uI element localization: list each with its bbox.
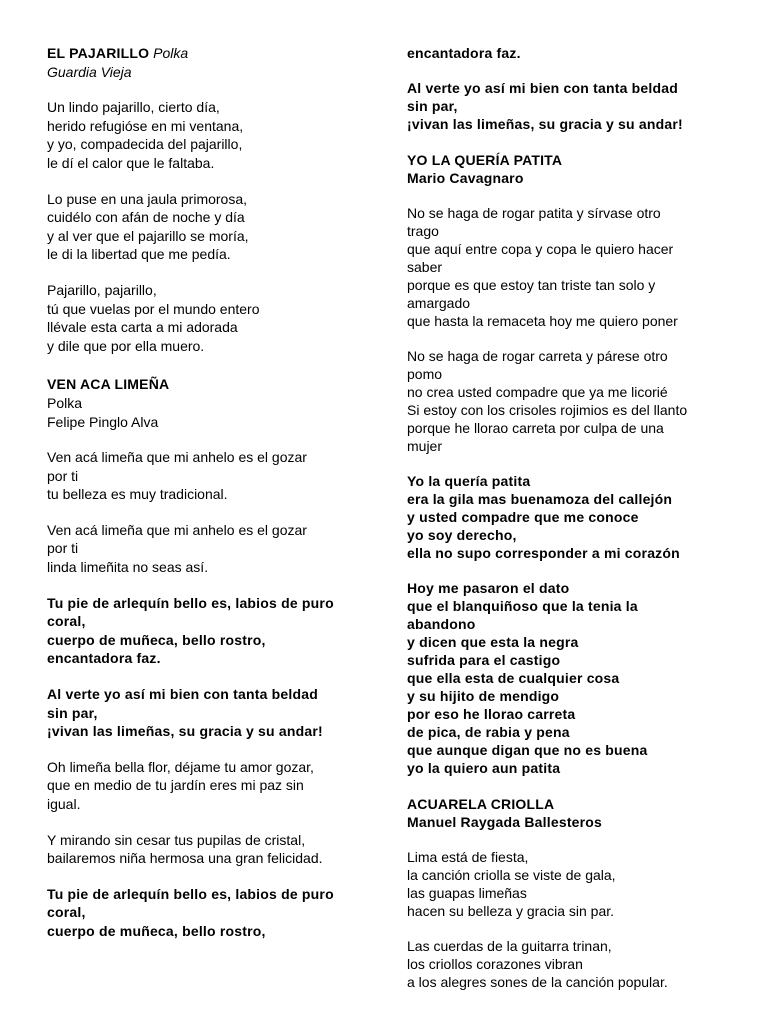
lyric-line: porque he llorao carreta por culpa de una [407, 420, 664, 436]
stanza [47, 521, 365, 577]
lyric-line: amargado [407, 295, 471, 311]
lyric-line: Al verte yo así mi bien con tanta beldad [407, 80, 678, 96]
stanza [47, 98, 365, 172]
song-el-pajarillo [47, 44, 365, 355]
stanza [407, 79, 725, 133]
song-title: VEN ACA LIMEÑA [47, 376, 170, 393]
lyric-line: de pica, de rabia y pena [407, 724, 570, 740]
lyric-line: tu belleza es muy tradicional. [47, 486, 228, 503]
stanza [47, 448, 365, 504]
lyric-line: encantadora faz. [47, 650, 161, 667]
lyric-line: igual. [47, 796, 81, 812]
stanza [47, 885, 365, 941]
stanza [407, 347, 725, 455]
lyric-line: Lo puse en una jaula primorosa, [47, 190, 248, 207]
lyric-line: Pajarillo, pajarillo, [47, 281, 157, 298]
lyric-line: le di la libertad que me pedía. [47, 246, 231, 263]
stanza-list [47, 431, 365, 940]
lyric-line: linda limeñita no seas así. [47, 559, 209, 576]
lyric-line: ¡vivan las limeñas, su gracia y su andar! [47, 723, 323, 740]
lyric-line: Tu pie de arlequín bello es, labios de puro [47, 594, 334, 611]
song-genre: Polka [153, 45, 189, 61]
stanza [407, 937, 725, 991]
lyric-line: a los alegres sones de la canción popular. [407, 974, 668, 990]
lyric-line: Tu pie de arlequín bello es, labios de puro [47, 885, 334, 902]
stanza [407, 848, 725, 920]
lyric-line: pomo [407, 366, 443, 382]
lyric-line: yo la quiero aun patita [407, 760, 561, 776]
lyric-line: era la gila mas buenamoza del callejón [407, 491, 673, 507]
left-column [47, 44, 365, 941]
lyric-line: Lima está de fiesta, [407, 849, 529, 865]
lyric-line: Oh limeña bella flor, déjame tu amor gozar, [47, 758, 314, 775]
lyric-line: por ti [47, 540, 79, 557]
lyric-line: Un lindo pajarillo, cierto día, [47, 99, 220, 116]
lyric-line: No se haga de rogar patita y sírvase otro [407, 205, 661, 221]
song-author: Guardia Vieja [47, 63, 132, 80]
lyric-line: y yo, compadecida del pajarillo, [47, 136, 243, 153]
lyric-line: trago [407, 223, 439, 239]
lyric-line: ¡vivan las limeñas, su gracia y su andar! [407, 116, 683, 132]
song-author: Mario Cavagnaro [407, 170, 524, 186]
stanza [407, 579, 725, 777]
lyric-line: que en medio de tu jardín eres mi paz sin [47, 777, 304, 794]
lyric-line: herido refugióse en mi ventana, [47, 117, 244, 134]
song-ven-aca-limena [47, 375, 365, 940]
lyric-line: cuidélo con afán de noche y día [47, 209, 245, 226]
lyric-line: que hasta la remaceta hoy me quiero poner [407, 313, 678, 329]
lyric-line: abandono [407, 616, 476, 632]
stanza [407, 204, 725, 330]
lyric-line: que aquí entre copa y copa le quiero hacer [407, 241, 674, 257]
lyric-line: bailaremos niña hermosa una gran felicidad. [47, 850, 323, 867]
lyric-line: y dicen que esta la negra [407, 634, 579, 650]
stanza [47, 594, 365, 668]
lyric-line: y al ver que el pajarillo se moría, [47, 227, 249, 244]
lyric-line: encantadora faz. [407, 45, 521, 61]
lyric-line: saber [407, 259, 443, 275]
lyric-line: le dí el calor que le faltaba. [47, 154, 215, 171]
lyric-line: que el blanquiñoso que la tenia la [407, 598, 638, 614]
lyric-line: que ella esta de cualquier cosa [407, 670, 620, 686]
lyric-line: la canción criolla se viste de gala, [407, 867, 616, 883]
stanza [47, 281, 365, 355]
lyric-line: cuerpo de muñeca, bello rostro, [47, 922, 266, 939]
lyric-line: Las cuerdas de la guitarra trinan, [407, 938, 612, 954]
lyric-line: y usted compadre que me conoce [407, 509, 639, 525]
stanza [47, 758, 365, 814]
song-author: Felipe Pinglo Alva [47, 413, 159, 430]
lyric-line: hacen su belleza y gracia sin par. [407, 903, 615, 919]
lyric-line: y dile que por ella muero. [47, 337, 205, 354]
lyric-line: Hoy me pasaron el dato [407, 580, 570, 596]
lyric-line: Ven acá limeña que mi anhelo es el gozar [47, 449, 307, 466]
lyric-line: tú que vuelas por el mundo entero [47, 300, 260, 317]
stanza-list [407, 187, 725, 777]
lyric-line: llévale esta carta a mi adorada [47, 319, 238, 336]
song-yo-la-queria-patita [407, 151, 725, 777]
lyric-line: no crea usted compadre que ya me licorié [407, 384, 668, 400]
stanza [407, 472, 725, 562]
lyric-line: sin par, [47, 704, 98, 721]
lyric-line: por ti [47, 467, 79, 484]
lyric-line: mujer [407, 438, 443, 454]
stanza [407, 44, 725, 62]
song-title: ACUARELA CRIOLLA [407, 796, 555, 812]
lyric-line: y su hijito de mendigo [407, 688, 560, 704]
lyric-line: porque es que estoy tan triste tan solo y [407, 277, 656, 293]
lyric-line: Si estoy con los crisoles rojimios es del llanto [407, 402, 688, 418]
lyric-line: las guapas limeñas [407, 885, 527, 901]
song-acuarela-criolla [407, 795, 725, 991]
continued-stanzas [407, 44, 725, 133]
lyric-line: Ven acá limeña que mi anhelo es el gozar [47, 521, 307, 538]
song-title: EL PAJARILLO [47, 45, 150, 61]
lyric-line: No se haga de rogar carreta y párese otro [407, 348, 668, 364]
lyric-line: sufrida para el castigo [407, 652, 561, 668]
lyric-line: ella no supo corresponder a mi corazón [407, 545, 680, 561]
lyric-line: Yo la quería patita [407, 473, 531, 489]
song-heading [47, 44, 365, 63]
song-title: YO LA QUERÍA PATITA [407, 152, 563, 168]
song-author: Manuel Raygada Ballesteros [407, 814, 603, 830]
lyric-line: que aunque digan que no es buena [407, 742, 648, 758]
stanza [47, 831, 365, 868]
lyric-line: coral, [47, 613, 86, 630]
lyric-line: sin par, [407, 98, 458, 114]
lyric-line: Y mirando sin cesar tus pupilas de cristal, [47, 831, 306, 848]
lyric-line: coral, [47, 904, 86, 921]
right-column [407, 44, 725, 991]
lyric-line: yo soy derecho, [407, 527, 517, 543]
song-genre: Polka [47, 394, 83, 411]
lyric-line: Al verte yo así mi bien con tanta beldad [47, 686, 318, 703]
lyric-line: cuerpo de muñeca, bello rostro, [47, 631, 266, 648]
stanza [47, 190, 365, 264]
lyric-line: por eso he llorao carreta [407, 706, 576, 722]
lyric-line: los criollos corazones vibran [407, 956, 583, 972]
stanza [47, 685, 365, 741]
